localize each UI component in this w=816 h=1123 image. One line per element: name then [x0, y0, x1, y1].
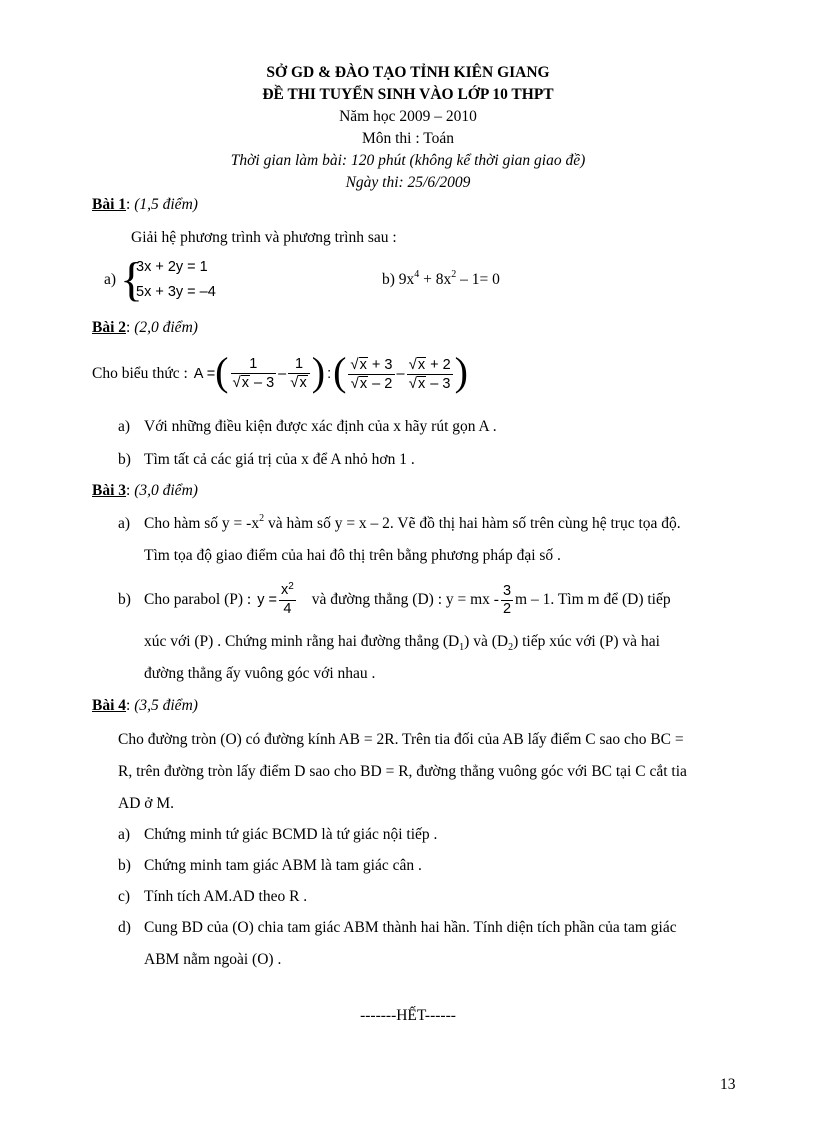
header-duration: Thời gian làm bài: 120 phút (không kể thời gian giao đề) [230, 152, 586, 169]
bai3-heading: Bài 3: (3,0 điểm) [92, 482, 198, 499]
left-paren: ( [215, 349, 229, 394]
header-school-year: Năm học 2009 – 2010 [339, 108, 477, 125]
bai2-lead: Cho biểu thức : [92, 365, 188, 382]
bai4-points: (3,5 điểm) [134, 697, 198, 714]
parabol-fraction: $\frac{x^2}{4}$ [280, 581, 294, 617]
bai3-points: (3,0 điểm) [134, 482, 198, 499]
fraction-3: $\frac{√x + 3}{√x - 2}$ [350, 355, 393, 392]
system-brace: { [120, 253, 144, 306]
bai1-title: Bài 1 [92, 196, 127, 213]
bai4-item-d-line1: d) Cung BD của (O) chia tam giác ABM thành hai hần. Tính diện tích phần của tam giác [118, 919, 677, 936]
bai3-item-a-line1: a) Cho hàm số $y = -x^2$ và hàm số y = x – 2. Vẽ đồ thị hai hàm số trên cùng hệ trục tọa độ. [118, 513, 681, 532]
bai4-paragraph-line1: Cho đường tròn (O) có đường kính AB = 2R. Trên tia đối của AB lấy điểm C sao cho BC = [118, 731, 684, 748]
bai2-heading: Bài 2: (2,0 điểm) [92, 319, 198, 336]
header-dept: SỞ GD & ĐÀO TẠO TỈNH KIÊN GIANG [266, 64, 550, 81]
left-paren-2: ( [333, 349, 347, 394]
right-paren-2: ) [454, 349, 468, 394]
page-number: 13 [720, 1076, 736, 1093]
bai4-paragraph-line2: R, trên đường tròn lấy điểm D sao cho BD = R, đường thẳng vuông góc với BC tại C cắt tia [118, 763, 687, 780]
right-paren: ) [311, 349, 326, 394]
bai4-item-a: a) Chứng minh tứ giác BCMD là tứ giác nội tiếp . [118, 826, 438, 843]
header-exam-date: Ngày thi: 25/6/2009 [345, 174, 471, 191]
bai1-points: (1,5 điểm) [134, 196, 198, 213]
bai3-item-a-line2: Tìm tọa độ giao điểm của hai đô thị trên bằng phương pháp đại số . [144, 547, 561, 564]
end-marker: -------HẾT------ [360, 1007, 456, 1024]
bai2-expression: Cho biểu thức : A = ( $\frac{1}{√x - 3}$ – $\frac{1}{√x}$ ) : ( $\frac{√x + 3}{√x - 2}$ – $\frac{√x + 2}{√x - 3}$ ) [92, 349, 468, 394]
bai1-heading: Bài 1: (1,5 điểm) [92, 196, 198, 213]
bai2-item-b: b) Tìm tất cả các giá trị của x để A nhỏ hơn 1 . [118, 451, 415, 468]
fraction-2: $\frac{1}{√x}$ [288, 356, 309, 392]
bai3-item-b-line3: đường thẳng ấy vuông góc với nhau . [144, 665, 376, 682]
fraction-4: $\frac{√x + 2}{√x - 3}$ [408, 355, 451, 392]
bai4-item-b: b) Chứng minh tam giác ABM là tam giác cân . [118, 857, 422, 874]
bai4-item-d-line2: ABM nằm ngoài (O) . [144, 951, 282, 968]
bai3-item-b-line2: xúc với (P) . Chứng minh rằng hai đường thẳng $(D_1)$ và $(D_2)$ tiếp xúc với (P) và hai [144, 633, 660, 653]
bai4-heading: Bài 4: (3,5 điểm) [92, 697, 198, 714]
bai1-intro: Giải hệ phương trình và phương trình sau : [131, 229, 397, 246]
bai1-a-label: a) [104, 271, 117, 288]
bai4-paragraph-line3: AD ở M. [118, 795, 174, 812]
slope-fraction: $\frac{3}{2}$ [502, 582, 512, 617]
fraction-1: $\frac{1}{√x - 3}$ [232, 356, 275, 391]
bai3-item-b-line1: b) Cho parabol (P) : y = $\frac{x^2}{4}$ và đường thẳng (D) : y = mx - $\frac{3}{2}$ m – 1. Tìm m để (D) tiếp [118, 581, 671, 617]
header-subject: Môn thi : Toán [361, 130, 455, 147]
expr-A-label: A = [193, 366, 216, 382]
header-exam-title: ĐỀ THI TUYỂN SINH VÀO LỚP 10 THPT [262, 86, 554, 103]
bai2-points: (2,0 điểm) [134, 319, 198, 336]
bai1-equation-2: 5x + 3y = –4 [136, 284, 216, 300]
bai4-title: Bài 4 [92, 697, 127, 714]
bai4-item-c: c) Tính tích AM.AD theo R . [118, 888, 308, 905]
bai1-b-equation: b) $9x^4 + 8x^2 - 1= 0$ [382, 269, 500, 288]
bai2-item-a: a) Với những điều kiện được xác định của x hãy rút gọn A . [118, 418, 497, 435]
bai1-equation-1: 3x + 2y = 1 [136, 259, 208, 275]
bai3-title: Bài 3 [92, 482, 127, 499]
bai2-title: Bài 2 [92, 319, 127, 336]
